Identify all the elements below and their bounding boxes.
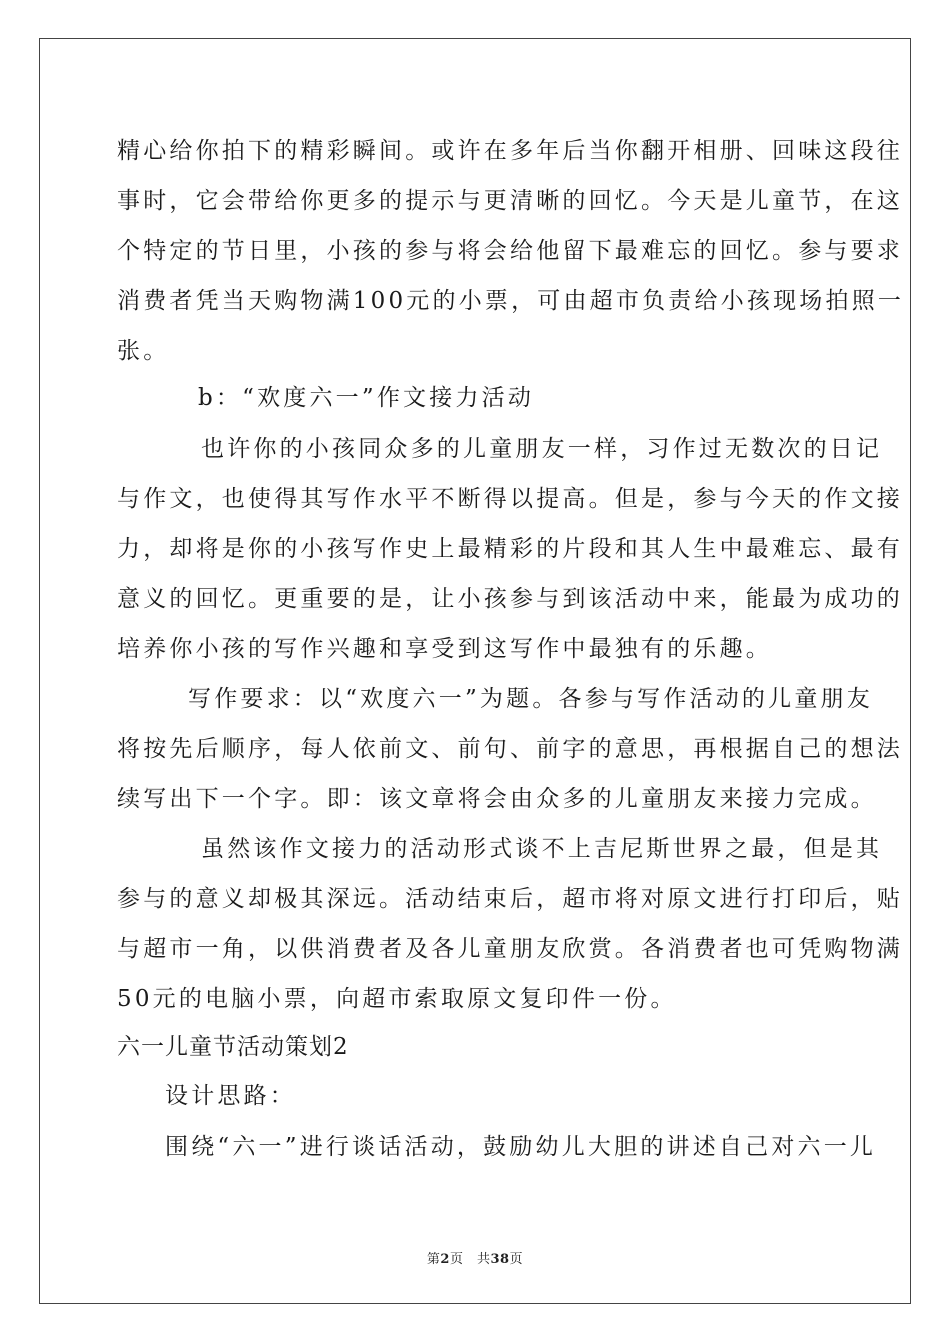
text-line: 力，却将是你的小孩写作史上最精彩的片段和其人生中最难忘、最有	[117, 536, 903, 562]
text-line: 培养你小孩的写作兴趣和享受到这写作中最独有的乐趣。	[117, 636, 772, 662]
text-line: 意义的回忆。更重要的是，让小孩参与到该活动中来，能最为成功的	[117, 586, 903, 612]
text-line: 消费者凭当天购物满100元的小票，可由超市负责给小孩现场拍照一	[117, 288, 905, 314]
text-line: 也许你的小孩同众多的儿童朋友一样，习作过无数次的日记	[201, 436, 883, 462]
text-line: 续写出下一个字。即：该文章将会由众多的儿童朋友来接力完成。	[117, 786, 877, 812]
text-line: 将按先后顺序，每人依前文、前句、前字的意思，再根据自己的想法	[117, 736, 903, 762]
text-line: 50元的电脑小票，向超市索取原文复印件一份。	[117, 986, 677, 1012]
text-line: 与超市一角，以供消费者及各儿童朋友欣赏。各消费者也可凭购物满	[117, 936, 903, 962]
page-footer	[0, 1248, 950, 1267]
footer-page-suffix: 页	[509, 1252, 524, 1267]
section-title: 六一儿童节活动策划2	[117, 1034, 349, 1060]
text-line: 个特定的节日里，小孩的参与将会给他留下最难忘的回忆。参与要求	[117, 238, 903, 264]
text-line: 围绕“六一”进行谈话活动，鼓励幼儿大胆的讲述自己对六一儿	[165, 1134, 877, 1160]
subheading: 设计思路：	[165, 1083, 296, 1109]
section-heading: b：“欢度六一”作文接力活动	[198, 385, 535, 411]
text-line: 参与的意义却极其深远。活动结束后，超市将对原文进行打印后，贴	[117, 886, 903, 912]
text-line: 精心给你拍下的精彩瞬间。或许在多年后当你翻开相册、回味这段往	[117, 138, 903, 164]
text-line: 事时，它会带给你更多的提示与更清晰的回忆。今天是儿童节，在这	[117, 188, 903, 214]
page-border	[39, 38, 911, 1304]
footer-page-prefix: 第	[426, 1252, 441, 1267]
text-line: 写作要求：以“欢度六一”为题。各参与写作活动的儿童朋友	[188, 686, 873, 712]
text-line: 与作文，也使得其写作水平不断得以提高。但是，参与今天的作文接	[117, 486, 903, 512]
footer-page-mid: 页 共	[449, 1252, 491, 1267]
footer-page-number: 2	[440, 1252, 450, 1267]
text-line: 张。	[117, 338, 170, 364]
footer-total-pages: 38	[490, 1252, 510, 1267]
text-line: 虽然该作文接力的活动形式谈不上吉尼斯世界之最，但是其	[201, 836, 883, 862]
